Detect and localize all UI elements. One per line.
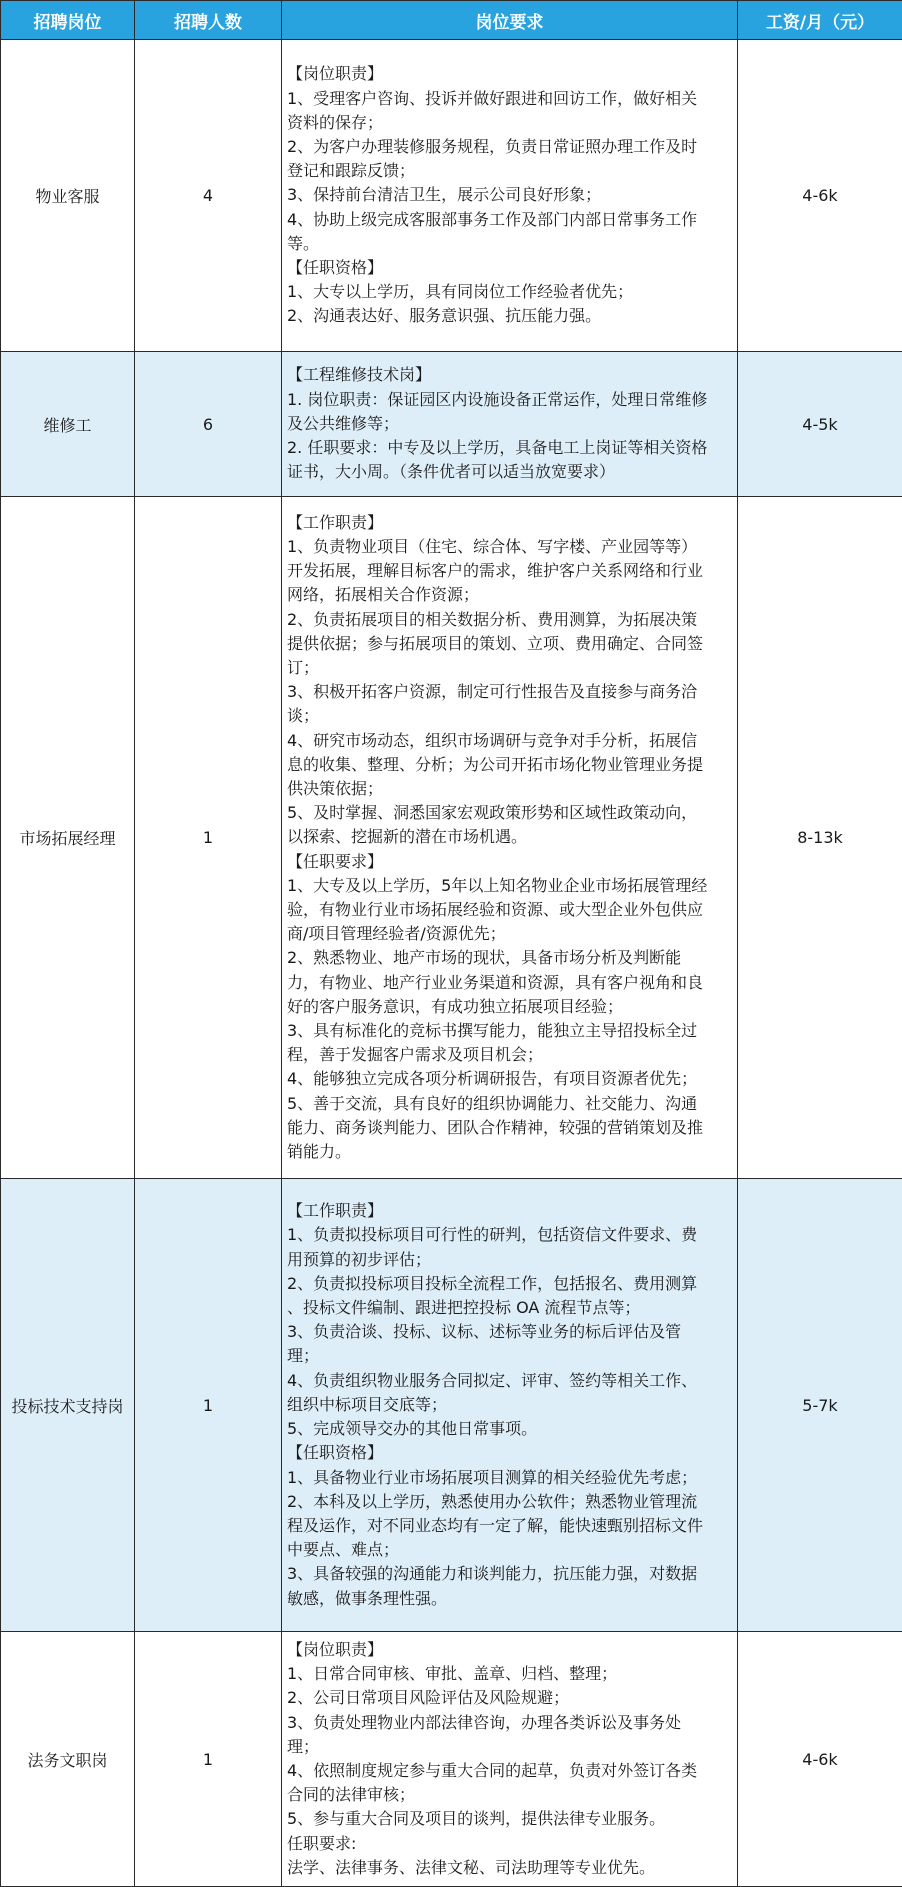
requirement-line: 等。 <box>287 232 731 256</box>
requirement-line: 证书，大小周。（条件优者可以适当放宽要求） <box>287 460 731 484</box>
requirement-line: 资料的保存； <box>287 111 731 135</box>
requirement-line: 【工作职责】 <box>287 511 731 535</box>
position-cell: 市场拓展经理 <box>1 497 135 1179</box>
requirement-line: 2、本科及以上学历，熟悉使用办公软件；熟悉物业管理流 <box>287 1490 731 1514</box>
count-cell: 6 <box>135 352 282 497</box>
requirement-line: 中要点、难点； <box>287 1538 731 1562</box>
requirement-line: 5、参与重大合同及项目的谈判，提供法律专业服务。 <box>287 1807 731 1831</box>
count-cell: 4 <box>135 40 282 352</box>
requirement-line: 用预算的初步评估； <box>287 1248 731 1272</box>
table-row <box>1 40 902 352</box>
requirement-line: 销能力。 <box>287 1140 731 1164</box>
requirement-line: 4、能够独立完成各项分析调研报告，有项目资源者优先； <box>287 1067 731 1091</box>
requirement-line: 3、具有标准化的竞标书撰写能力，能独立主导招投标全过 <box>287 1019 731 1043</box>
requirement-line: 能力、商务谈判能力、团队合作精神，较强的营销策划及推 <box>287 1116 731 1140</box>
salary-cell: 8-13k <box>738 497 902 1179</box>
requirement-line: 网络，拓展相关合作资源； <box>287 583 731 607</box>
requirement-line: 及公共维修等； <box>287 412 731 436</box>
requirement-line: 2. 任职要求：中专及以上学历，具备电工上岗证等相关资格 <box>287 436 731 460</box>
requirement-line: 谈； <box>287 704 731 728</box>
requirement-line: 理； <box>287 1735 731 1759</box>
requirement-line: 【任职资格】 <box>287 1441 731 1465</box>
requirement-line: 3、负责洽谈、投标、议标、述标等业务的标后评估及管 <box>287 1320 731 1344</box>
header-requirements: 岗位要求 <box>282 1 738 40</box>
requirement-line: 1、负责物业项目（住宅、综合体、写字楼、产业园等等） <box>287 535 731 559</box>
requirements-cell <box>282 40 738 352</box>
requirement-line: 1. 岗位职责：保证园区内设施设备正常运作，处理日常维修 <box>287 388 731 412</box>
requirements-cell <box>282 497 738 1179</box>
requirements-cell <box>282 352 738 497</box>
table-row <box>1 497 902 1179</box>
requirement-line: 【任职资格】 <box>287 256 731 280</box>
requirement-line: 4、研究市场动态，组织市场调研与竞争对手分析，拓展信 <box>287 729 731 753</box>
requirement-line: 订； <box>287 656 731 680</box>
requirement-line: 好的客户服务意识，有成功独立拓展项目经验； <box>287 995 731 1019</box>
requirement-line: 4、依照制度规定参与重大合同的起草，负责对外签订各类 <box>287 1759 731 1783</box>
requirement-line: 开发拓展，理解目标客户的需求，维护客户关系网络和行业 <box>287 559 731 583</box>
requirement-line: 1、负责拟投标项目可行性的研判，包括资信文件要求、费 <box>287 1223 731 1247</box>
requirement-line: 【工程维修技术岗】 <box>287 363 731 387</box>
table-row <box>1 1179 902 1632</box>
requirement-line: 3、负责处理物业内部法律咨询，办理各类诉讼及事务处 <box>287 1711 731 1735</box>
salary-cell: 5-7k <box>738 1179 902 1632</box>
requirement-line: 2、沟通表达好、服务意识强、抗压能力强。 <box>287 304 731 328</box>
requirement-line: 5、善于交流，具有良好的组织协调能力、社交能力、沟通 <box>287 1092 731 1116</box>
requirement-line: 3、积极开拓客户资源，制定可行性报告及直接参与商务洽 <box>287 680 731 704</box>
requirement-line: 2、熟悉物业、地产市场的现状，具备市场分析及判断能 <box>287 946 731 970</box>
requirement-line: 2、负责拟投标项目投标全流程工作，包括报名、费用测算 <box>287 1272 731 1296</box>
requirement-line: 任职要求: <box>287 1832 731 1856</box>
requirement-line: 1、受理客户咨询、投诉并做好跟进和回访工作，做好相关 <box>287 87 731 111</box>
salary-cell: 4-6k <box>738 40 902 352</box>
requirement-line: 1、具备物业行业市场拓展项目测算的相关经验优先考虑； <box>287 1466 731 1490</box>
requirement-line: 2、公司日常项目风险评估及风险规避； <box>287 1686 731 1710</box>
requirement-line: 息的收集、整理、分析；为公司开拓市场化物业管理业务提 <box>287 753 731 777</box>
requirement-line: 组织中标项目交底等； <box>287 1393 731 1417</box>
requirement-line: 5、及时掌握、洞悉国家宏观政策形势和区域性政策动向， <box>287 801 731 825</box>
table-row <box>1 352 902 497</box>
count-cell: 1 <box>135 1179 282 1632</box>
requirements-cell <box>282 1179 738 1632</box>
requirement-line: 合同的法律审核； <box>287 1783 731 1807</box>
requirement-line: 1、大专及以上学历，5年以上知名物业企业市场拓展管理经 <box>287 874 731 898</box>
requirement-line: 商/项目管理经验者/资源优先； <box>287 922 731 946</box>
requirement-line: 1、日常合同审核、审批、盖章、归档、整理； <box>287 1662 731 1686</box>
requirement-line: 提供依据；参与拓展项目的策划、立项、费用确定、合同签 <box>287 632 731 656</box>
count-cell: 1 <box>135 1632 282 1887</box>
salary-cell: 4-6k <box>738 1632 902 1887</box>
table-row <box>1 1632 902 1887</box>
requirement-line: 供决策依据； <box>287 777 731 801</box>
requirement-line: 以探索、挖掘新的潜在市场机遇。 <box>287 825 731 849</box>
requirement-line: 【岗位职责】 <box>287 1638 731 1662</box>
requirement-line: 1、大专以上学历，具有同岗位工作经验者优先； <box>287 280 731 304</box>
requirement-line: 验，有物业行业市场拓展经验和资源、或大型企业外包供应 <box>287 898 731 922</box>
position-cell: 投标技术支持岗 <box>1 1179 135 1632</box>
position-cell: 物业客服 <box>1 40 135 352</box>
requirement-line: 【工作职责】 <box>287 1199 731 1223</box>
requirement-line: 3、具备较强的沟通能力和谈判能力，抗压能力强，对数据 <box>287 1562 731 1586</box>
requirement-line: 4、协助上级完成客服部事务工作及部门内部日常事务工作 <box>287 208 731 232</box>
requirement-line: 敏感，做事条理性强。 <box>287 1587 731 1611</box>
requirement-line: 理； <box>287 1344 731 1368</box>
requirement-line: 程，善于发掘客户需求及项目机会； <box>287 1043 731 1067</box>
header-position: 招聘岗位 <box>1 1 135 40</box>
requirement-line: 5、完成领导交办的其他日常事项。 <box>287 1417 731 1441</box>
requirement-line: 2、负责拓展项目的相关数据分析、费用测算，为拓展决策 <box>287 608 731 632</box>
requirement-line: 、投标文件编制、跟进把控投标 OA 流程节点等； <box>287 1296 731 1320</box>
requirement-line: 【任职要求】 <box>287 850 731 874</box>
requirement-line: 2、为客户办理装修服务规程，负责日常证照办理工作及时 <box>287 135 731 159</box>
salary-cell: 4-5k <box>738 352 902 497</box>
requirement-line: 登记和跟踪反馈； <box>287 159 731 183</box>
header-row <box>1 1 902 40</box>
header-count: 招聘人数 <box>135 1 282 40</box>
requirements-cell <box>282 1632 738 1887</box>
header-salary: 工资/月（元） <box>738 1 902 40</box>
position-cell: 法务文职岗 <box>1 1632 135 1887</box>
count-cell: 1 <box>135 497 282 1179</box>
requirement-line: 法学、法律事务、法律文秘、司法助理等专业优先。 <box>287 1856 731 1880</box>
requirement-line: 4、负责组织物业服务合同拟定、评审、签约等相关工作、 <box>287 1369 731 1393</box>
requirement-line: 程及运作，对不同业态均有一定了解，能快速甄别招标文件 <box>287 1514 731 1538</box>
position-cell: 维修工 <box>1 352 135 497</box>
requirement-line: 力，有物业、地产行业业务渠道和资源，具有客户视角和良 <box>287 971 731 995</box>
requirement-line: 【岗位职责】 <box>287 62 731 86</box>
requirement-line: 3、保持前台清洁卫生，展示公司良好形象； <box>287 183 731 207</box>
